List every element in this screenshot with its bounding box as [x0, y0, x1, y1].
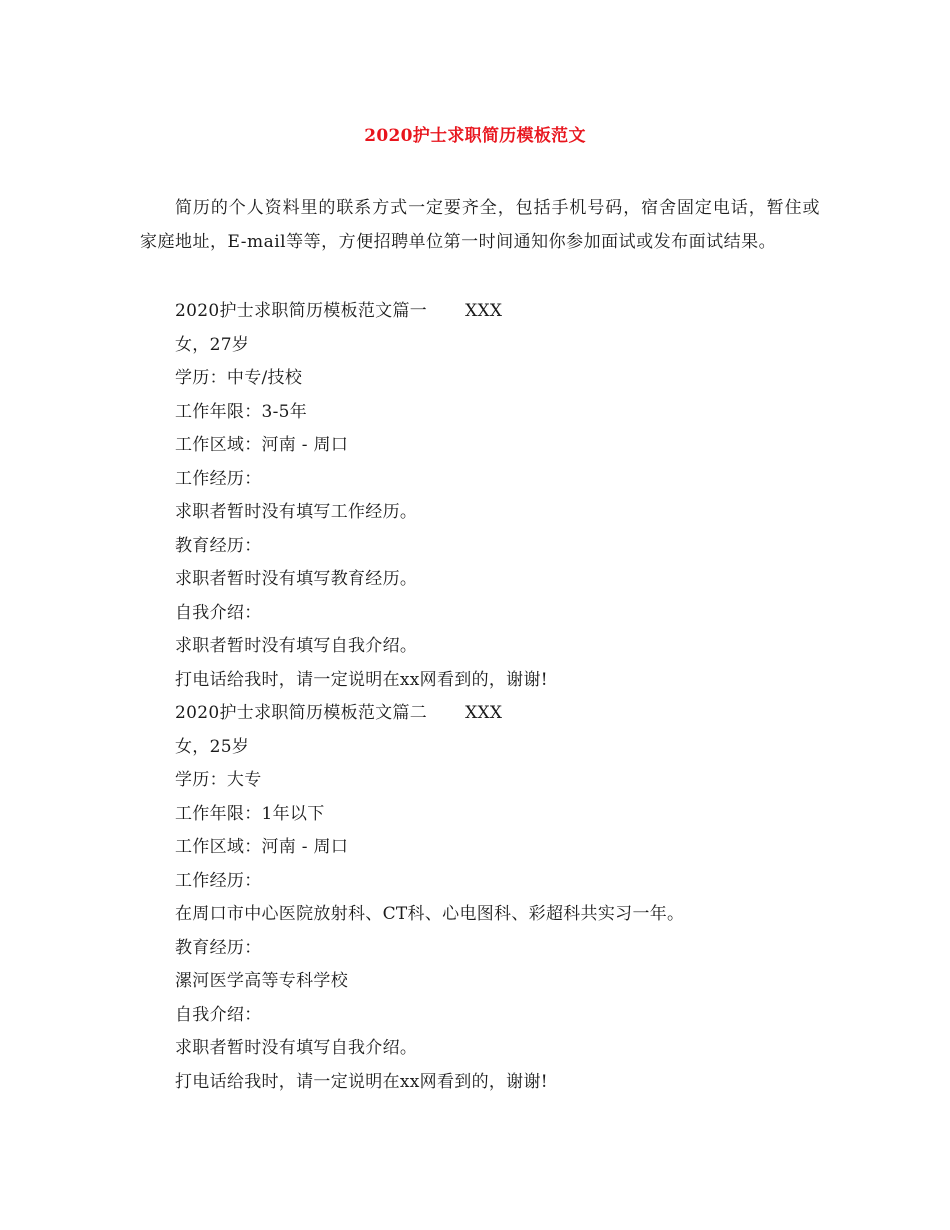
resume-line: 自我介绍： — [175, 602, 262, 623]
resume-line: 工作经历： — [175, 870, 262, 891]
resume-line: 学历：中专/技校 — [175, 368, 303, 388]
resume-line: 求职者暂时没有填写教育经历。 — [175, 569, 418, 589]
resume-line: 工作经历： — [175, 468, 262, 489]
resume-lines — [175, 295, 835, 1099]
document-title: 2020护士求职简历模板范文 — [364, 126, 586, 146]
resume-line: 教育经历： — [175, 535, 262, 556]
resume-line: 女，25岁 — [175, 736, 250, 757]
intro-paragraph: 简历的个人资料里的联系方式一定要齐全，包括手机号码，宿舍固定电话，暂住或家庭地址，E-mail等等，方便招聘单位第一时间通知你参加面试或发布面试结果。 — [140, 198, 820, 252]
resume-line: 求职者暂时没有填写自我介绍。 — [175, 636, 418, 656]
resume-line: 工作年限：3-5年 — [175, 401, 308, 422]
candidate-name: XXX — [465, 703, 503, 723]
section-heading-text: 2020护士求职简历模板范文篇二 — [175, 703, 428, 723]
section-heading-text: 2020护士求职简历模板范文篇一 — [175, 301, 428, 321]
resume-line: 自我介绍： — [175, 1004, 262, 1025]
section-heading — [175, 697, 835, 731]
resume-line: 求职者暂时没有填写工作经历。 — [175, 502, 418, 522]
resume-line: 打电话给我时，请一定说明在xx网看到的，谢谢! — [175, 669, 548, 690]
resume-line: 求职者暂时没有填写自我介绍。 — [175, 1038, 418, 1058]
section-heading — [175, 295, 835, 329]
resume-line: 学历：大专 — [175, 770, 262, 790]
candidate-name: XXX — [465, 301, 503, 321]
resume-line: 工作年限：1年以下 — [175, 803, 325, 824]
resume-line: 在周口市中心医院放射科、CT科、心电图科、彩超科共实习一年。 — [175, 904, 685, 924]
resume-line: 漯河医学高等专科学校 — [175, 971, 348, 991]
resume-line: 教育经历： — [175, 937, 262, 958]
resume-line: 工作区域：河南 - 周口 — [175, 435, 349, 455]
resume-line: 女，27岁 — [175, 334, 250, 355]
resume-line: 打电话给我时，请一定说明在xx网看到的，谢谢! — [175, 1071, 548, 1092]
resume-line: 工作区域：河南 - 周口 — [175, 837, 349, 857]
